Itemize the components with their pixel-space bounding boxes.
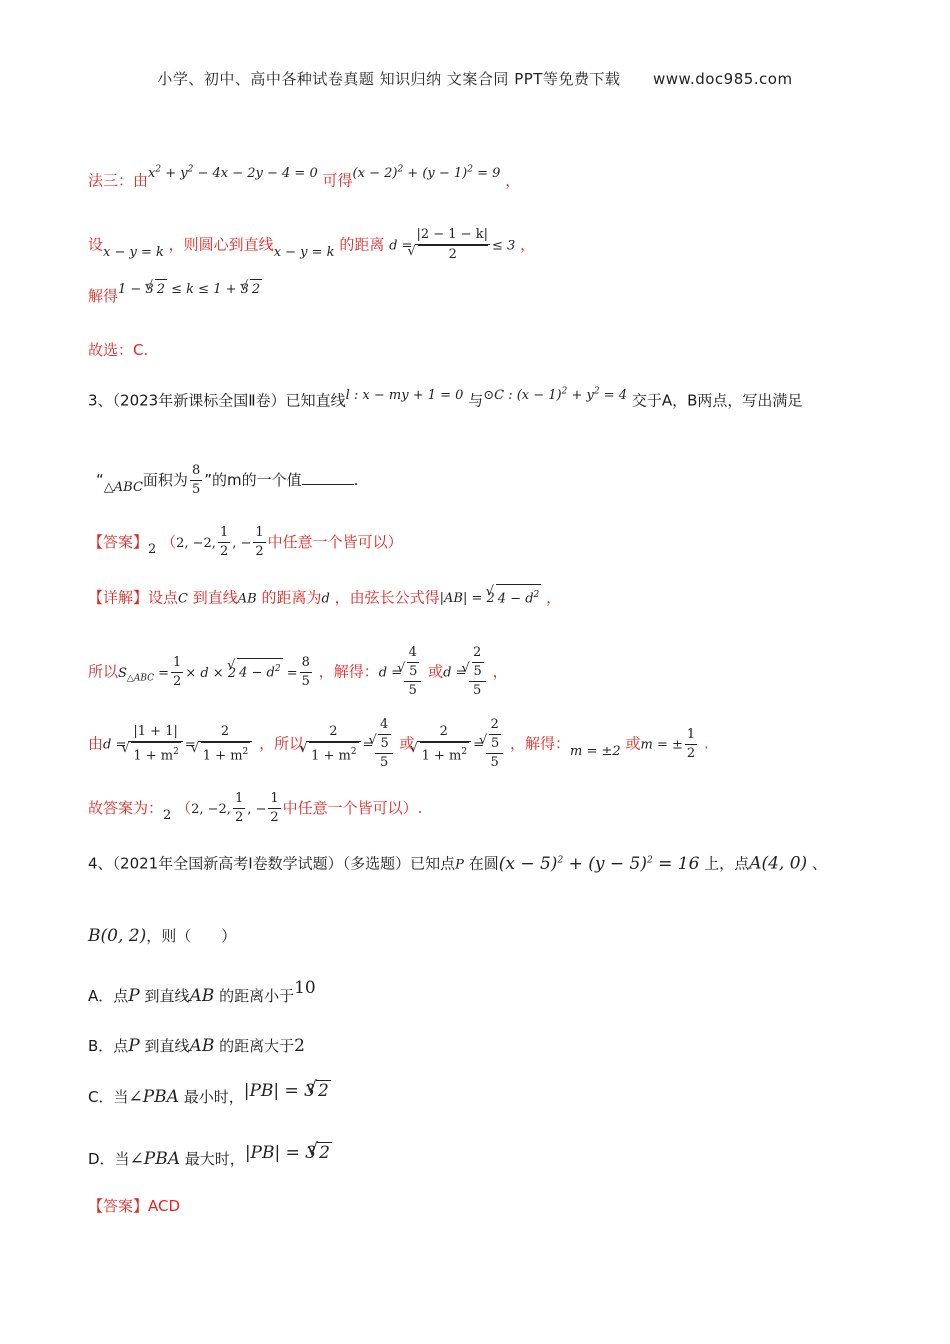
header-site-link[interactable]: www.doc985.com (653, 70, 793, 88)
page-header (0, 68, 950, 89)
q3-answer: 【答案】2 （2, −2, $\frac{1}{2}$ , − $\frac{1}{2}$ 中任意一个皆可以） (88, 525, 403, 559)
method3-line2: 设x − y = k ，则圆心到直线x − y = k 的距离 d = |2 − 1 − k| √ 2 ≤ 3 ， (88, 226, 535, 264)
answer-blank[interactable] (302, 484, 354, 485)
q4-option-d[interactable]: D．当∠PBA 最大时，|PB| = 3√ 2 (88, 1148, 332, 1169)
q3-final-answer: 故答案为：2 （2, −2, $\frac{1}{2}$ , − $\frac{1}{2}$ 中任意一个皆可以）. (88, 791, 423, 825)
q3-stem-line1: 3、（2023年新课标全国Ⅱ卷）已知直线l : x − my + 1 = 0 与⊙C : $(x - 1)^2 + y^2 = 4$ 交于A，B两点，写出满足 (88, 387, 803, 410)
q4-answer: 【答案】ACD (88, 1197, 181, 1215)
q3-stem-line2: “△ABC面积为 $\frac{8}{5}$ ”的m的一个值 . (96, 463, 359, 497)
q3-detail-line3: 由d = |1 + 1| √ $1 + m^2$ = 2 √ $1 + m^2$ ，所以 2 √ $1 + m^2$ = 4 √ 5 5 或 2 √ $1 + m^2$ = 2 √ 5 5 ，解得：m = ±2 或m = ± $\frac{1}{2}$ . (88, 716, 709, 772)
q4-stem-line2: B(0, 2)，则（ ） (88, 926, 237, 946)
method3-line1: 法三：由$x^2 + y^2 - 4x - 2y - 4 = 0$ 可得$(x - 2)^2 + (y - 1)^2 = 9$ ， (88, 165, 521, 190)
method3-line3: 解得1 − 3√ 2 ≤ k ≤ 1 + 3√ 2 (88, 286, 262, 308)
method3-conclusion: 故选：C. (88, 341, 149, 359)
q3-detail-line2: 所以$S_{\triangle ABC}$ = $\frac{1}{2}$ × d × 2√ $4 - d^2$ = $\frac{8}{5}$ ，解得：d = 4 √ 5 5 或d = 2 √ 5 5 ， (88, 644, 508, 700)
q4-option-a[interactable]: A．点P 到直线AB 的距离小于10 (88, 978, 316, 1006)
q3-detail-line1: 【详解】设点C 到直线AB 的距离为d ，由弦长公式得|AB| = 2√ $4 - d^2$ ， (88, 584, 561, 609)
q4-option-c[interactable]: C．当∠PBA 最小时，|PB| = 3√ 2 (88, 1086, 331, 1107)
q4-stem-line1: 4、（2021年全国新高考Ⅰ卷数学试题）（多选题）已知点P 在圆$(x - 5)^2 + (y - 5)^2 = 16$ 上，点A(4, 0) 、 (88, 853, 827, 874)
header-text: 小学、初中、高中各种试卷真题 知识归纳 文案合同 PPT等免费下载 (157, 70, 621, 88)
q4-option-b[interactable]: B．点P 到直线AB 的距离大于2 (88, 1036, 305, 1056)
